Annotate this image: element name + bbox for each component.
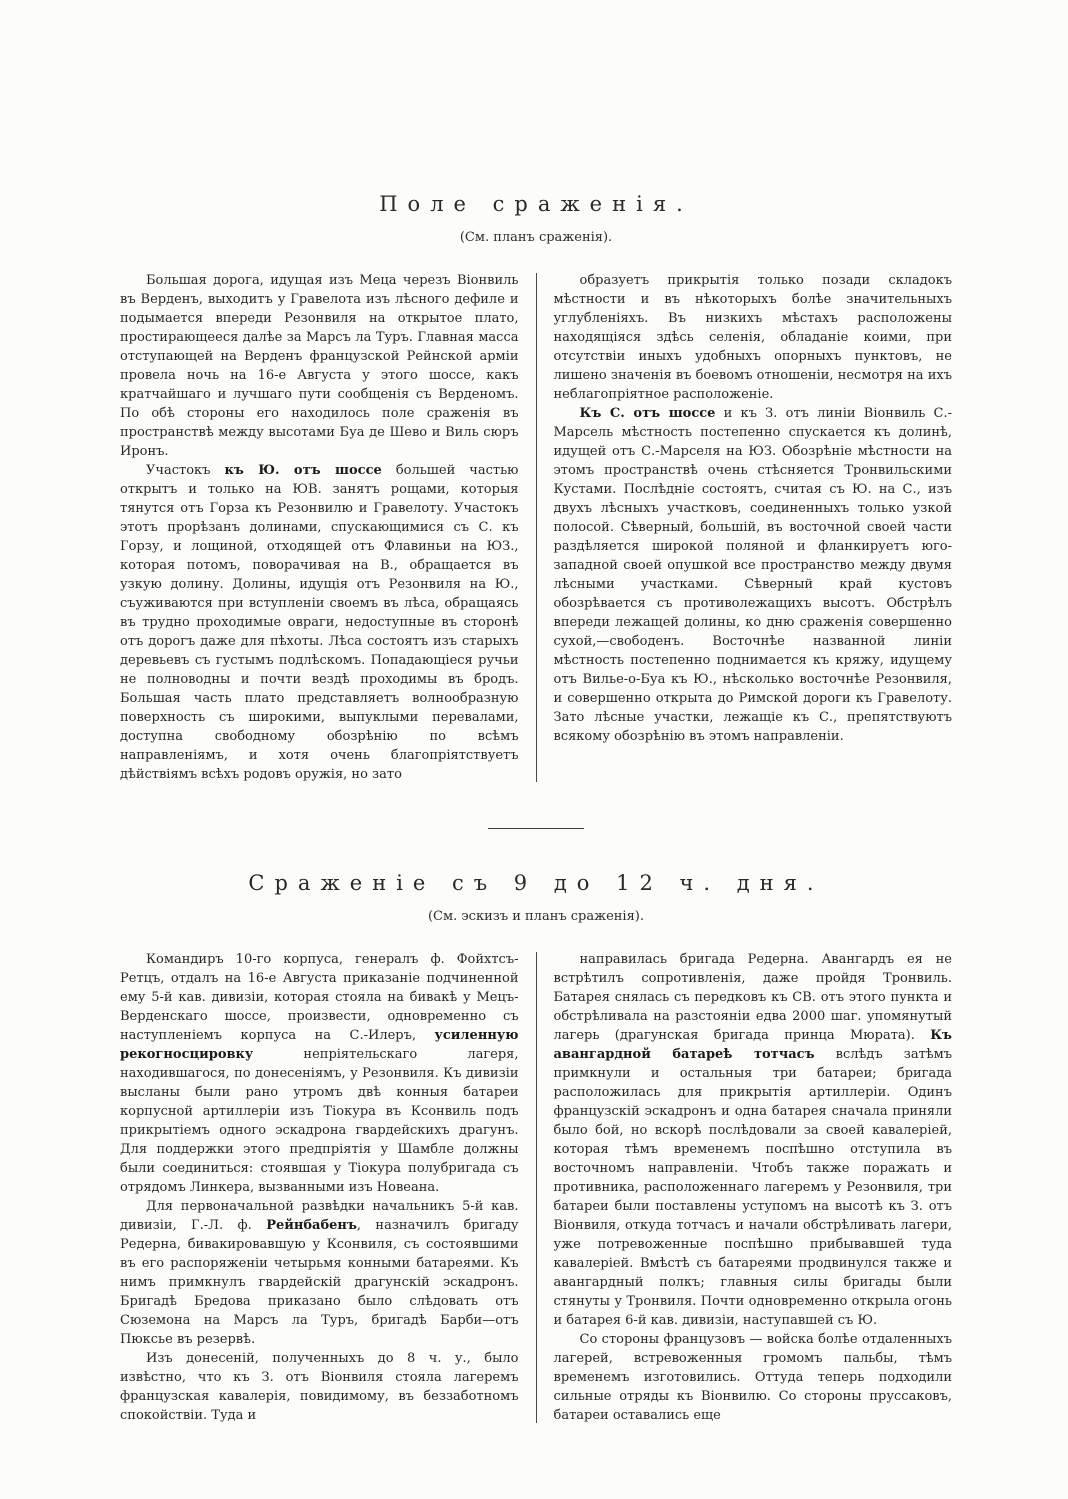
emphasized-text: усиленную рекогносцировку bbox=[120, 1028, 519, 1062]
section-subtitle: (См. планъ сраженія). bbox=[459, 230, 613, 245]
emphasized-text: Къ авангардной батареѣ тотчасъ bbox=[553, 1028, 952, 1062]
column-divider-rule bbox=[536, 273, 537, 782]
left-column bbox=[120, 271, 519, 784]
paragraph: образуетъ прикрытія только позади складокъ мѣстности и въ нѣкоторыхъ болѣе значительныхъ углубленіяхъ. Въ низкихъ мѣстахъ расположены находящіяся здѣсь селенія, обладаніе коими, при отсутствіи иныхъ удобныхъ опорныхъ пунктовъ, не лишено значенія въ боевомъ отношеніи, несмотря на ихъ неблагопріятное расположеніе. bbox=[553, 273, 952, 402]
right-column bbox=[554, 271, 953, 784]
section-header bbox=[120, 871, 952, 924]
section-title: Поле сраженія. bbox=[379, 192, 693, 216]
section-header bbox=[120, 192, 952, 245]
paragraph: Командиръ 10-го корпуса, генералъ ф. Фойхтсъ-Ретцъ, отдалъ на 16-е Августа приказаніе подчиненной ему 5-й кав. дивизіи, которая стояла на бивакѣ у Мецъ-Верденскаго шоссе, произвести, одновременно съ наступленіемъ корпуса на С.-Илеръ, усиленную рекогносцировку непріятельскаго лагеря, находившагося, по донесеніямъ, у Резонвиля. Къ дивизіи высланы были рано утромъ двѣ конныя батареи корпусной артиллеріи изъ Тіокура въ Ксонвиль подъ прикрытіемъ одного эскадрона гвардейскихъ драгунъ. Для поддержки этого предпріятія у Шамбле должны были соединиться: стоявшая у Тіокура полубригада съ отрядомъ Линкера, вызванными изъ Новеана. bbox=[120, 952, 519, 1195]
emphasized-text: Къ С. отъ шоссе bbox=[579, 406, 716, 421]
section-subtitle: (См. эскизъ и планъ сраженія). bbox=[427, 909, 644, 924]
left-column bbox=[120, 950, 519, 1425]
paragraph: Для первоначальной развѣдки начальникъ 5-й кав. дивизіи, Г.-Л. ф. Рейнбабенъ, назначилъ бригаду Редерна, бивакировавшую у Ксонвиля, съ состоявшими въ его распоряженіи четырьмя конными батареями. Къ нимъ примкнулъ гвардейскій драгунскій эскадронъ. Бригадѣ Бредова приказано было слѣдовать отъ Сюземона на Марсъ ла Туръ, бригадѣ Барби—отъ Пюксье въ резервѣ. bbox=[120, 1199, 519, 1347]
paragraph: Участокъ къ Ю. отъ шоссе большей частью открытъ и только на ЮВ. занятъ рощами, которыя тянутся отъ Горза къ Резонвилю и Гравелоту. Участокъ этотъ прорѣзанъ долинами, спускающимися съ С. къ Горзу, и лощиной, отходящей отъ Флавиньи на ЮЗ., которая потомъ, поворачивая на В., обращается въ узкую долину. Долины, идущія отъ Резонвиля на Ю., съуживаются при вступленіи своемъ въ лѣса, обращаясь въ трудно проходимые овраги, недоступные въ сторонѣ отъ дорогъ даже для пѣхоты. Лѣса состоятъ изъ старыхъ деревьевъ съ густымъ подлѣскомъ. Попадающіеся ручьи не полноводны и почти вездѣ проходимы въ бродъ. Большая часть плато представляетъ волнообразную поверхность съ широкими, выпуклыми перевалами, доступна свободному обозрѣнію по всѣмъ направленіямъ, и хотя очень благопріятствуетъ дѣйствіямъ всѣхъ родовъ оружія, но зато bbox=[120, 463, 519, 782]
emphasized-text: Рейнбабенъ bbox=[266, 1218, 357, 1233]
paragraph: Къ С. отъ шоссе и къ З. отъ линіи Віонвиль С.-Марсель мѣстность постепенно спускается къ долинѣ, идущей отъ С.-Марселя на ЮЗ. Обозрѣніе мѣстности на этомъ пространствѣ очень стѣсняется Тронвильскими Кустами. Послѣдніе состоятъ, считая съ Ю. на С., изъ двухъ лѣсныхъ участковъ, соединенныхъ только узкой полосой. Сѣверный, большій, въ восточной своей части раздѣляется широкой поляной и фланкируетъ юго-западной своей опушкой все пространство между двумя лѣсными участками. Сѣверный край кустовъ обозрѣвается съ противолежащихъ высотъ. Обстрѣлъ впереди лежащей долины, ко дню сраженія совершенно сухой,—свободенъ. Восточнѣе названной линіи мѣстность постепенно поднимается къ кряжу, идущему отъ Вилье-о-Буа къ Ю., нѣсколько восточнѣе Резонвиля, и совершенно открыта до Римской дороги къ Гравелоту. Зато лѣсные участки, лежащіе къ С., препятствуютъ всякому обозрѣнію въ этомъ направленіи. bbox=[553, 406, 952, 744]
section-divider-rule bbox=[488, 828, 584, 829]
section-battle-9-to-12 bbox=[120, 871, 952, 1425]
column-divider-rule bbox=[536, 952, 537, 1423]
paragraph: направилась бригада Редерна. Авангардъ ея не встрѣтилъ сопротивленія, даже пройдя Тронвиль. Батарея снялась съ передковъ къ СВ. отъ этого пункта и обстрѣливала на разстояніи едва 2000 шаг. упомянутый лагерь (драгунская бригада принца Мюрата). Къ авангардной батареѣ тотчасъ вслѣдъ затѣмъ примкнули и остальныя три батареи; бригада расположилась для прикрытія артиллеріи. Одинъ французскій эскадронъ и одна батарея сначала приняли было бой, но вскорѣ послѣдовали за своей кавалеріей, которая тѣмъ временемъ поспѣшно отступила въ восточномъ направленіи. Чтобъ также поражать и противника, расположеннаго лагеремъ у Резонвиля, три батареи были поставлены уступомъ на высотѣ къ З. отъ Віонвиля, откуда тотчасъ и начали обстрѣливать лагери, уже потревоженные поспѣшно прибывавшей туда кавалеріей. Вмѣстѣ съ батареями продвинулся также и авангардный полкъ; главныя силы бригады были стянуты у Тронвиля. Почти одновременно открыла огонь и батарея 6-й кав. дивизіи, наступавшей съ Ю. bbox=[553, 952, 952, 1328]
paragraph: Большая дорога, идущая изъ Меца черезъ Віонвиль въ Верденъ, выходитъ у Гравелота изъ лѣсного дефиле и подымается впереди Резонвиля на открытое плато, простирающееся далѣе за Марсъ ла Туръ. Главная масса отступающей на Верденъ французской Рейнской арміи провела ночь на 16-е Августа у этого шоссе, какъ кратчайшаго и лучшаго пути сообщенія съ Верденомъ. По обѣ стороны его находилось поле сраженія въ пространствѣ между высотами Буа де Шево и Виль сюръ Иронъ. bbox=[120, 273, 519, 459]
right-column bbox=[554, 950, 953, 1425]
emphasized-text: къ Ю. отъ шоссе bbox=[224, 463, 382, 478]
section-title: Сраженіе съ 9 до 12 ч. дня. bbox=[248, 871, 824, 895]
two-column-text-block bbox=[120, 271, 952, 784]
paragraph: Со стороны французовъ — войска болѣе отдаленныхъ лагерей, встревоженныя громомъ пальбы, тѣмъ временемъ изготовились. Оттуда теперь подходили сильные отряды къ Віонвилю. Со стороны пруссаковъ, батареи оставались еще bbox=[553, 1332, 952, 1423]
two-column-text-block bbox=[120, 950, 952, 1425]
section-battlefield bbox=[120, 192, 952, 784]
paragraph: Изъ донесеній, полученныхъ до 8 ч. у., было извѣстно, что къ З. отъ Віонвиля стояла лагеремъ французская кавалерія, повидимому, въ беззаботномъ спокойствіи. Туда и bbox=[120, 1351, 519, 1423]
